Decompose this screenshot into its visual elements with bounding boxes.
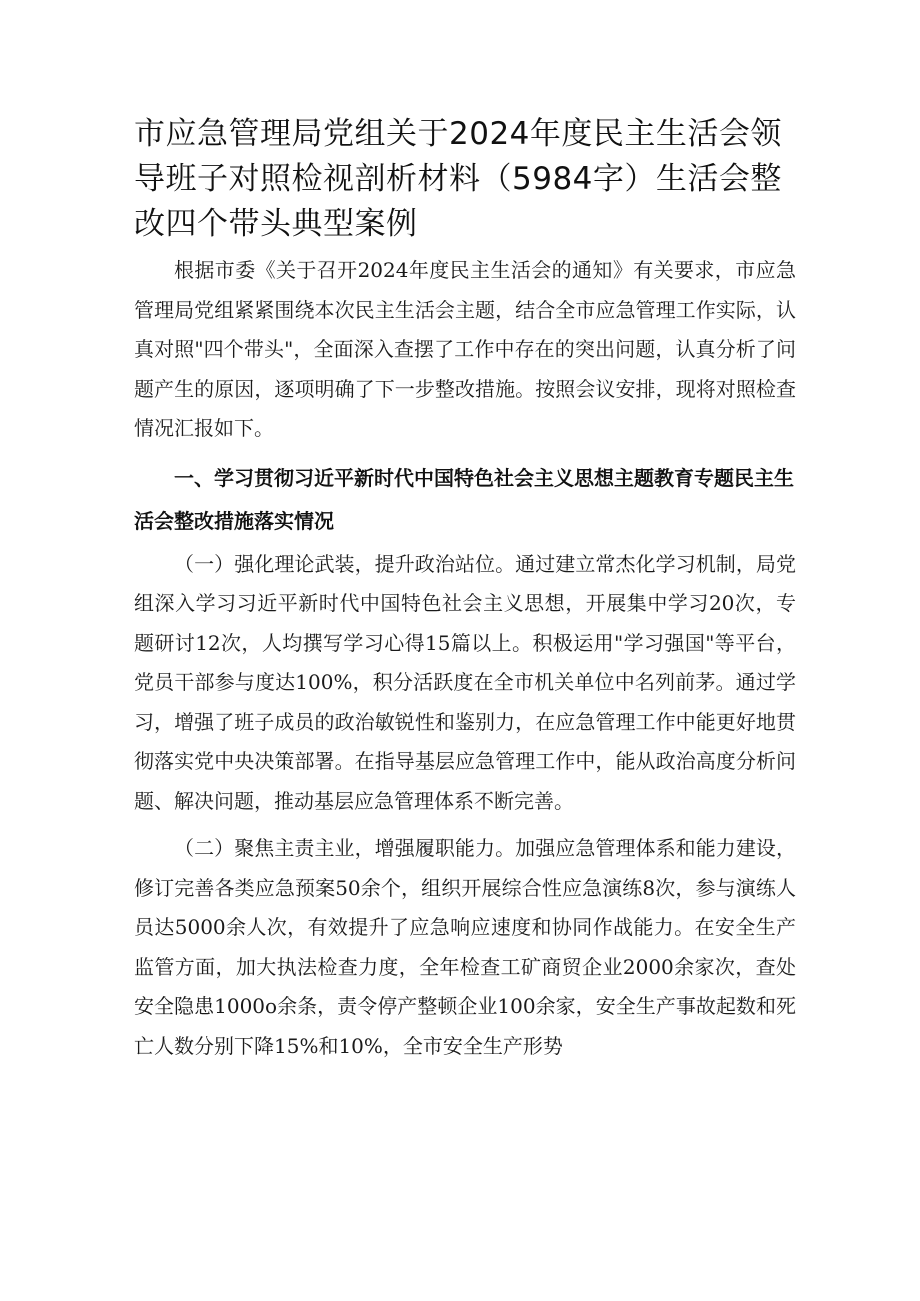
section-heading: 一、学习贯彻习近平新时代中国特色社会主义思想主题教育专题民主生活会整改措施落实情况 bbox=[134, 465, 794, 533]
intro-paragraph: 根据市委《关于召开2024年度民主生活会的通知》有关要求，市应急管理局党组紧紧围绕本次民主生活会主题，结合全市应急管理工作实际，认真对照"四个带头"，全面深入查摆了工作中存在的突出问题，认真分析了问题产生的原因，逐项明确了下一步整改措施。按照会议安排，现将对照检查情况汇报如下。 bbox=[134, 258, 796, 440]
item-paragraph-2: （二）聚焦主责主业，增强履职能力。加强应急管理体系和能力建设，修订完善各类应急预案50余个，组织开展综合性应急演练8次，参与演练人员达5000余人次，有效提升了应急响应速度和协同作战能力。在安全生产监管方面，加大执法检查力度，全年检查工矿商贸企业2000余家次，查处安全隐患1000o余条，责令停产整顿企业100余家，安全生产事故起数和死亡人数分别下降15%和10%，全市安全生产形势 bbox=[134, 836, 796, 1058]
document-page bbox=[134, 112, 796, 1066]
item-paragraph-1: （一）强化理论武装，提升政治站位。通过建立常杰化学习机制，局党组深入学习习近平新时代中国特色社会主义思想，开展集中学习20次，专题研讨12次，人均撰写学习心得15篇以上。积极运用"学习强国"等平台，党员干部参与度达100%，积分活跃度在全市机关单位中名列前茅。通过学习，增强了班子成员的政治敏锐性和鉴别力，在应急管理工作中能更好地贯彻落实党中央决策部署。在指导基层应急管理工作中，能从政治高度分析问题、解决问题，推动基层应急管理体系不断完善。 bbox=[134, 551, 796, 813]
document-title: 市应急管理局党组关于2024年度民主生活会领导班子对照检视剖析材料（5984字）生活会整改四个带头典型案例 bbox=[134, 116, 782, 242]
